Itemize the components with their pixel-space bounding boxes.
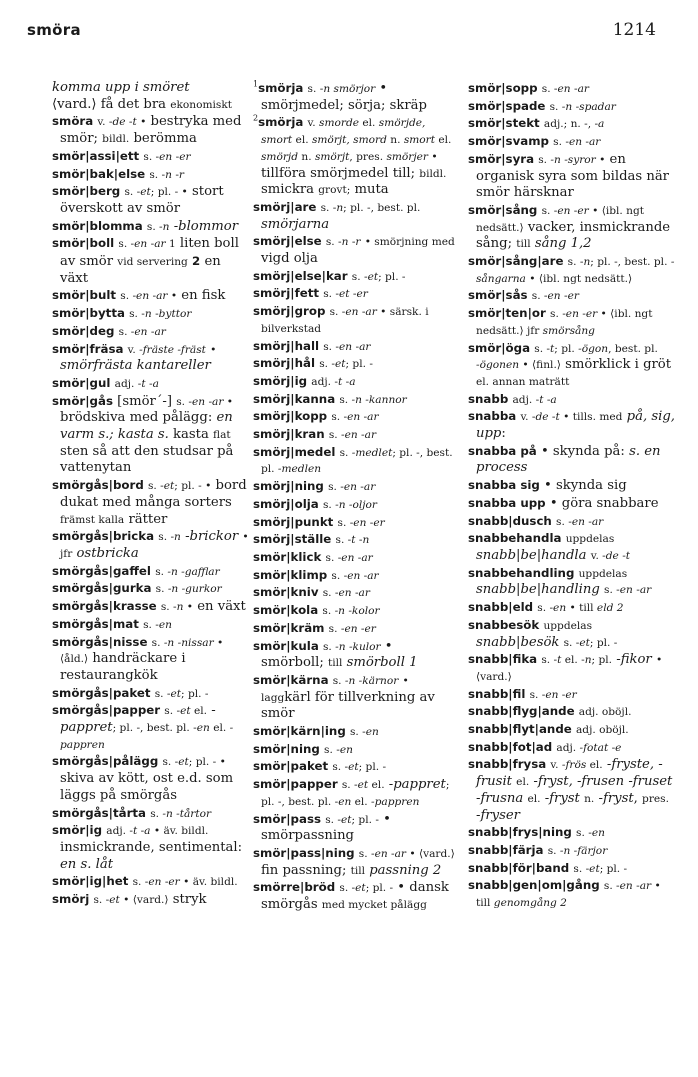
dictionary-entry: smör|ning s. -en xyxy=(253,741,353,756)
dictionary-entry: smör|fräsa v. -fräste -fräst • smörfrästa kantareller xyxy=(52,341,217,374)
dictionary-entry: snabba v. -de -t • tills. med på, sig, upp: xyxy=(468,409,675,442)
dictionary-entry: smör|assi|ett s. -en -er xyxy=(52,148,191,163)
dictionary-entry: smörj s. -et • ⟨vard.⟩ stryk xyxy=(52,892,207,908)
dictionary-entry: smörgås|krasse s. -n • en växt xyxy=(52,599,246,615)
dictionary-entry: smör|bak|else s. -n -r xyxy=(52,166,184,181)
dictionary-entry: smörj|punkt s. -en -er xyxy=(253,514,385,529)
dictionary-entry: smör|sås s. -en -er xyxy=(468,288,579,303)
dictionary-entry: snabbehandling uppdelas snabb|be|handling s. -en -ar xyxy=(468,565,652,598)
dictionary-entry: snabbehandla uppdelas snabb|be|handla v. -de -t xyxy=(468,531,631,563)
dictionary-entry: snabb adj. -t -a xyxy=(468,391,557,406)
dictionary-entry: ⟨vard.⟩ få det bra ekonomiskt xyxy=(52,96,233,112)
dictionary-entry: smör|deg s. -en -ar xyxy=(52,323,166,338)
dictionary-entry: smörj|fett s. -et -er xyxy=(253,286,368,301)
dictionary-entry: snabba sig • skynda sig xyxy=(468,478,627,494)
dictionary-entry: smör|kola s. -n -kolor xyxy=(253,603,380,618)
dictionary-entry: smör|berg s. -et; pl. - • stort överskott av smör xyxy=(52,184,224,216)
dictionary-entry: smörgås|gaffel s. -n -gafflar xyxy=(52,563,220,578)
dictionary-entry: snabb|fika s. -t el. -n; pl. -fikor • ⟨vard.⟩ xyxy=(468,652,663,683)
dictionary-entry: smör|pass|ning s. -en -ar • ⟨vard.⟩ fin passning; till passning 2 xyxy=(253,845,455,878)
dictionary-entry: smörj|ställe s. -t -n xyxy=(253,532,370,547)
dictionary-entry: smöra v. -de -t • bestryka med smör; bildl. berömma xyxy=(52,114,242,147)
dictionary-entry: smörre|bröd s. -et; pl. - • dansk smörgås med mycket pålägg xyxy=(253,880,449,913)
running-headword: smöra xyxy=(27,21,81,39)
dictionary-entry: smör|bytta s. -n -byttor xyxy=(52,306,192,321)
dictionary-entry: smörj|olja s. -n -oljor xyxy=(253,496,377,511)
dictionary-entry: snabbesök uppdelas snabb|besök s. -et; pl. - xyxy=(468,617,618,650)
dictionary-entry: smör|sång s. -en -er • ⟨ibl. ngt nedsätt.⟩ vacker, insmickrande sång; till sång 1,2 xyxy=(468,202,671,252)
dictionary-entry: snabb|frysa v. -frös el. -fryste, -frusit el. -fryst, -frusen -fruset -frusna el. -fryst n. -fryst, pres. -fryser xyxy=(468,757,673,823)
dictionary-entry: smörj|kanna s. -n -kannor xyxy=(253,391,407,406)
dictionary-entry: smör|svamp s. -en -ar xyxy=(468,134,601,149)
dictionary-entry: snabb|flyt|ande adj. oböjl. xyxy=(468,722,629,737)
dictionary-entry: snabb|frys|ning s. -en xyxy=(468,825,605,840)
dictionary-entry: smörj|else|kar s. -et; pl. - xyxy=(253,268,406,283)
dictionary-entry: smör|pass s. -et; pl. - • smörpassning xyxy=(253,811,391,844)
page-header xyxy=(27,20,656,46)
dictionary-entry: smör|spade s. -n -spadar xyxy=(468,98,616,113)
dictionary-entry: snabb|dusch s. -en -ar xyxy=(468,513,604,528)
dictionary-entry: snabb|eld s. -en • till eld 2 xyxy=(468,600,624,615)
dictionary-entry: smör|kniv s. -en -ar xyxy=(253,585,370,600)
dictionary-entry: smörgås|paket s. -et; pl. - xyxy=(52,685,209,700)
dictionary-entry: smörgås|papper s. -et el. -pappret; pl. -, best. pl. -en el. -pappren xyxy=(52,703,234,751)
dictionary-entry: smör|paket s. -et; pl. - xyxy=(253,759,387,774)
dictionary-entry: smörgås|nisse s. -n -nissar • ⟨åld.⟩ handräckare i restaurangkök xyxy=(52,634,224,683)
dictionary-entry: smörj|hall s. -en -ar xyxy=(253,338,371,353)
dictionary-entry: smör|klimp s. -en -ar xyxy=(253,567,379,582)
column-2 xyxy=(253,80,455,914)
dictionary-entry: smör|ig|het s. -en -er • äv. bildl. xyxy=(52,874,238,889)
dictionary-entry: smörj|grop s. -en -ar • särsk. i bilverkstad xyxy=(253,304,429,335)
dictionary-entry: smör|ig adj. -t -a • äv. bildl. insmickrande, sentimental: en s. låt xyxy=(52,823,243,872)
dictionary-entry: smörj|hål s. -et; pl. - xyxy=(253,356,373,371)
dictionary-entry: smör|syra s. -n -syror • en organisk syra som bildas när smör härsknar xyxy=(468,151,669,201)
dictionary-entry: smör|gås [smör´-] s. -en -ar • brödskiva med pålägg: en varm s.; kasta s. kasta flat sten så att den studsar på vattenytan xyxy=(52,393,234,476)
dictionary-entry: $^1$smörja s. -n smörjor • smörjmedel; sörja; skräp xyxy=(253,79,427,113)
dictionary-entry: smör|kräm s. -en -er xyxy=(253,620,376,635)
dictionary-entry: smör|kula s. -n -kulor • smörboll; till smörboll 1 xyxy=(253,638,418,671)
dictionary-entry: smör|sopp s. -en -ar xyxy=(468,81,589,95)
dictionary-entry: smör|gul adj. -t -a xyxy=(52,375,159,390)
dictionary-entry: snabb|fot|ad adj. -fotat -e xyxy=(468,739,622,754)
dictionary-entry: komma upp i smöret xyxy=(52,80,190,95)
dictionary-entry: smörj|else s. -n -r • smörjning med vigd olja xyxy=(253,234,455,267)
dictionary-entry: smörgås|bricka s. -n -brickor • jfr ostbricka xyxy=(52,529,249,561)
dictionary-entry: snabb|färja s. -n -färjor xyxy=(468,842,608,857)
dictionary-entry: smörj|kopp s. -en -ar xyxy=(253,409,379,424)
dictionary-entry: smör|klick s. -en -ar xyxy=(253,549,373,564)
dictionary-entry: smörgås|mat s. -en xyxy=(52,616,172,631)
dictionary-entry: smörgås|gurka s. -n -gurkor xyxy=(52,581,222,596)
dictionary-entry: snabb|fil s. -en -er xyxy=(468,686,577,701)
dictionary-entry: smörgås|pålägg s. -et; pl. - • skiva av kött, ost e.d. som läggs på smörgås xyxy=(52,754,234,803)
column-1 xyxy=(52,80,252,909)
dictionary-entry: snabb|flyg|ande adj. oböjl. xyxy=(468,704,632,719)
dictionary-entry: smör|boll s. -en -ar 1 liten boll av smör vid servering 2 en växt xyxy=(52,236,239,286)
dictionary-entry: $^2$smörja v. smorde el. smörjde, smort el. smörjt, smord n. smort el. smörjd n. smörjt, pres. smörjer • tillföra smörjmedel till; bildl. smickra grovt; muta xyxy=(253,114,452,198)
dictionary-entry: smör|ten|or s. -en -er • ⟨ibl. ngt nedsätt.⟩ jfr smörsång xyxy=(468,306,653,337)
dictionary-entry: snabb|gen|om|gång s. -en -ar • till genomgång 2 xyxy=(468,878,661,910)
dictionary-entry: smörj|ning s. -en -ar xyxy=(253,479,376,494)
dictionary-entry: snabba på • skynda på: s. en process xyxy=(468,443,661,476)
page-number: 1214 xyxy=(612,20,656,40)
dictionary-entry: smör|blomma s. -n -blommor xyxy=(52,218,238,234)
dictionary-entry: snabb|för|band s. -et; pl. - xyxy=(468,860,628,875)
dictionary-entry: smör|kärn|ing s. -en xyxy=(253,724,379,739)
dictionary-entry: smör|papper s. -et el. -pappret; pl. -, best. pl. -en el. -pappren xyxy=(253,777,450,808)
dictionary-entry: smör|stekt adj.; n. -, -a xyxy=(468,116,605,131)
dictionary-entry: smör|bult s. -en -ar • en fisk xyxy=(52,288,226,304)
dictionary-entry: smörj|ig adj. -t -a xyxy=(253,373,356,388)
dictionary-entry: smör|sång|are s. -n; pl. -, best. pl. -sångarna • ⟨ibl. ngt nedsätt.⟩ xyxy=(468,254,675,285)
dictionary-entry: snabba upp • göra snabbare xyxy=(468,495,659,511)
dictionary-entry: smörgås|bord s. -et; pl. - • bord dukat med många sorters främst kalla rätter xyxy=(52,478,247,527)
dictionary-entry: smörj|medel s. -medlet; pl. -, best. pl. -medlen xyxy=(253,444,453,476)
dictionary-entry: smörj|are s. -n; pl. -, best. pl. smörjarna xyxy=(253,199,421,232)
dictionary-entry: smör|öga s. -t; pl. -ögon, best. pl. -ögonen • ⟨finl.⟩ smörklick i gröt el. annan maträtt xyxy=(468,340,672,388)
dictionary-entry: smör|kärna s. -n -kärnor • laggkärl för tillverkning av smör xyxy=(253,672,435,722)
dictionary-entry: smörgås|tårta s. -n -tårtor xyxy=(52,805,212,820)
dictionary-entry: smörj|kran s. -en -ar xyxy=(253,427,377,442)
column-3 xyxy=(468,80,676,912)
